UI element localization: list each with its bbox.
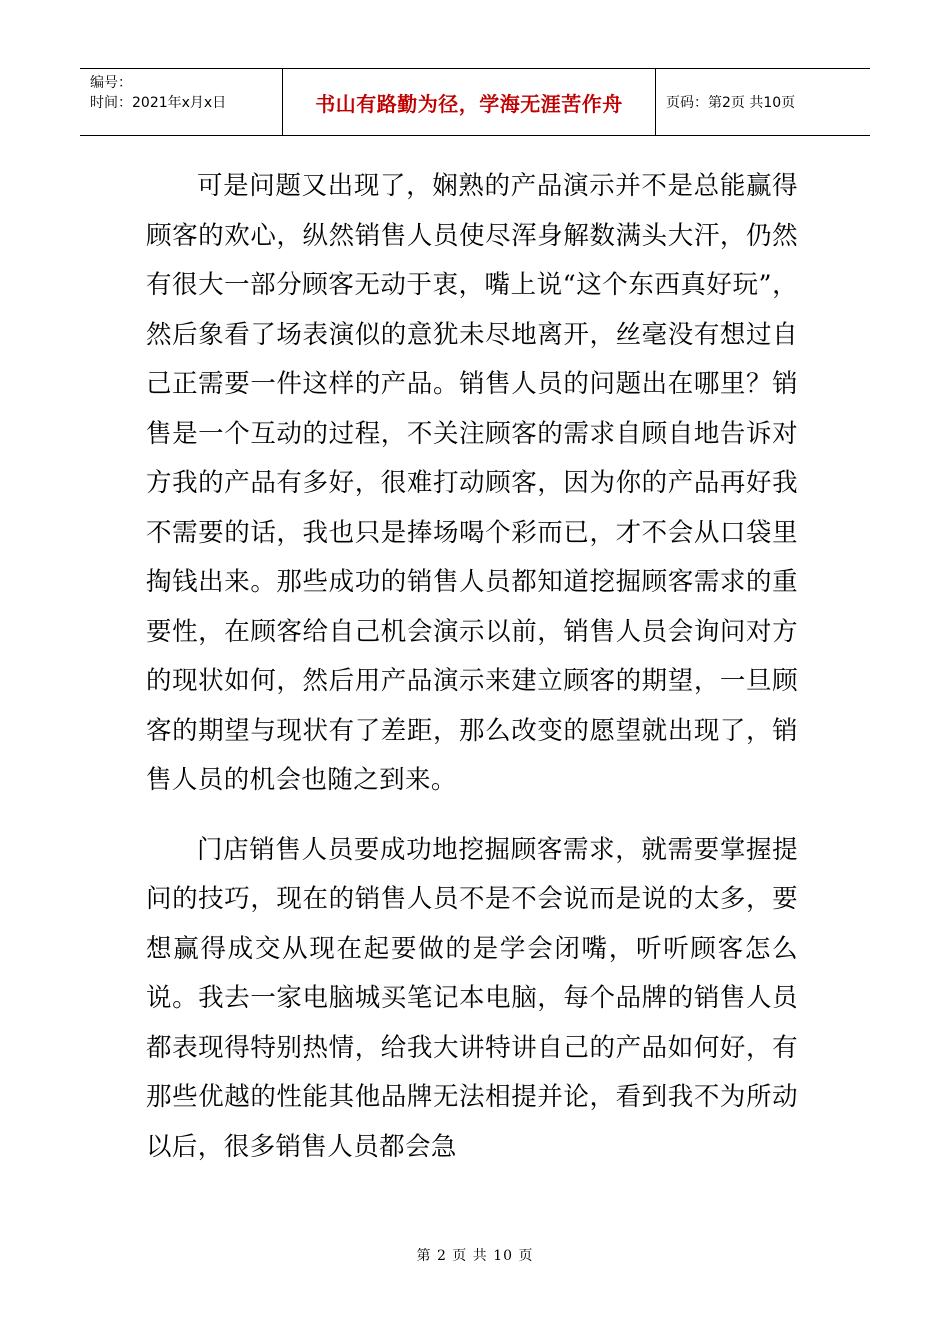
header-page-cell bbox=[656, 69, 870, 135]
body-paragraph-2: 门店销售人员要成功地挖掘顾客需求，就需要掌握提问的技巧，现在的销售人员不是不会说而是说的太多，要想赢得成交从现在起要做的是学会闭嘴，听听顾客怎么说。我去一家电脑城买笔记本电脑，每个品牌的销售人员都表现得特别热情，给我大讲特讲自己的产品如何好，有那些优越的性能其他品牌无法相提并论，看到我不为所动以后，很多销售人员都会急 bbox=[146, 834, 798, 1162]
header-motto-cell bbox=[282, 69, 656, 135]
header-motto: 书山有路勤为径，学海无涯苦作舟 bbox=[315, 91, 623, 116]
page-footer: 第 2 页 共 10 页 bbox=[416, 1248, 534, 1264]
body-paragraph-1: 可是问题又出现了，娴熟的产品演示并不是总能赢得顾客的欢心，纵然销售人员使尽浑身解数满头大汗，仍然有很大一部分顾客无动于衷，嘴上说“这个东西真好玩”，然后象看了场表演似的意犹未尽地离开，丝毫没有想过自己正需要一件这样的产品。销售人员的问题出在哪里？销售是一个互动的过程，不关注顾客的需求自顾自地告诉对方我的产品有多好，很难打动顾客，因为你的产品再好我不需要的话，我也只是捧场喝个彩而已，才不会从口袋里掏钱出来。那些成功的销售人员都知道挖掘顾客需求的重要性，在顾客给自己机会演示以前，销售人员会询问对方的现状如何，然后用产品演示来建立顾客的期望，一旦顾客的期望与现状有了差距，那么改变的愿望就出现了，销售人员的机会也随之到来。 bbox=[146, 171, 798, 795]
page-header bbox=[80, 68, 870, 136]
document-number-label: 编号： bbox=[90, 75, 132, 91]
document-body bbox=[146, 162, 798, 1192]
header-page-info: 页码：第2页 共10页 bbox=[666, 95, 796, 111]
header-meta bbox=[80, 69, 282, 135]
document-date-label: 时间：2021年x月x日 bbox=[90, 95, 227, 111]
